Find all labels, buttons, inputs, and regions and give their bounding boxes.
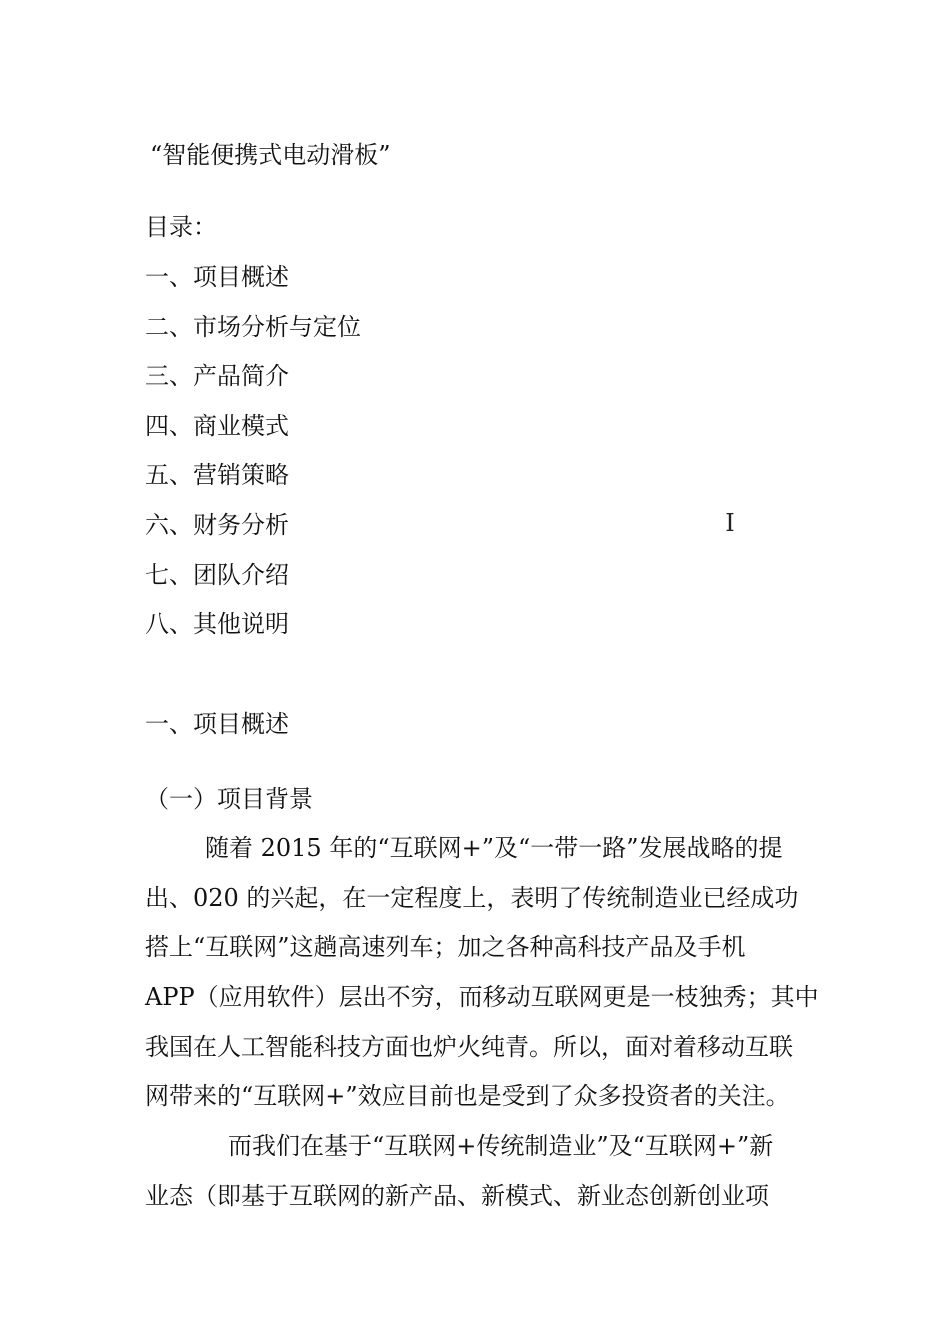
toc-item: 五、营销策略 [145, 461, 289, 489]
paragraph-line: APP（应用软件）层出不穷，而移动互联网更是一枝独秀；其中 [145, 983, 819, 1011]
toc-item: 一、项目概述 [145, 263, 289, 291]
document-title: “智能便携式电动滑板” [150, 141, 391, 169]
toc-item: 三、产品简介 [145, 362, 289, 390]
paragraph-line: 搭上“互联网”这趟高速列车；加之各种高科技产品及手机 [145, 933, 746, 961]
paragraph-line: 随着 2015 年的“互联网+”及“一带一路”发展战略的提 [205, 834, 783, 862]
paragraph-line: 网带来的“互联网+”效应目前也是受到了众多投资者的关注。 [145, 1082, 790, 1110]
toc-item: 六、财务分析 [145, 511, 289, 539]
paragraph-line: 我国在人工智能科技方面也炉火纯青。所以，面对着移动互联 [145, 1033, 793, 1061]
text-cursor-icon: I [725, 509, 735, 537]
toc-item: 四、商业模式 [145, 412, 289, 440]
paragraph-line: 业态（即基于互联网的新产品、新模式、新业态创新创业项 [145, 1182, 769, 1210]
subsection-heading: （一）项目背景 [145, 785, 313, 813]
paragraph-line: 而我们在基于“互联网+传统制造业”及“互联网+”新 [228, 1132, 774, 1160]
toc-item: 七、团队介绍 [145, 561, 289, 589]
paragraph-line: 出、020 的兴起，在一定程度上，表明了传统制造业已经成功 [145, 884, 799, 912]
section-heading: 一、项目概述 [145, 710, 289, 738]
toc-item: 二、市场分析与定位 [145, 313, 361, 341]
toc-label: 目录： [145, 213, 217, 241]
toc-item: 八、其他说明 [145, 610, 289, 638]
